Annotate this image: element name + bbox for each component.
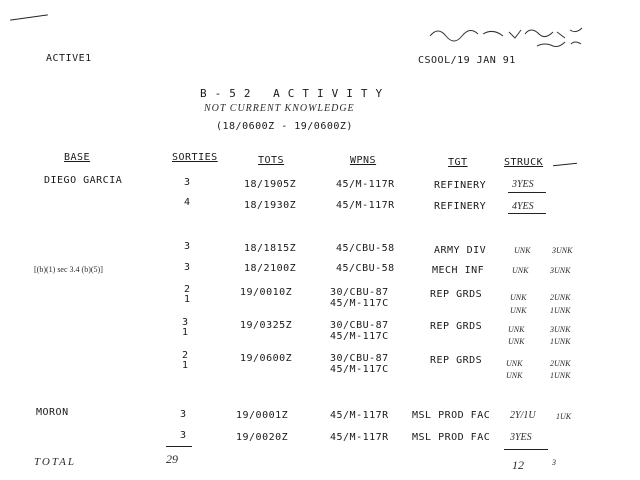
cell-tgt: REP GRDS xyxy=(430,289,483,300)
cell-sorties: 2 1 xyxy=(182,350,189,371)
cell-wpns: 45/M-117R xyxy=(336,200,395,211)
cell-wpns: 30/CBU-87 45/M-117C xyxy=(330,320,389,342)
cell-struck: UNK UNK xyxy=(508,325,525,346)
cell-base: DIEGO GARCIA xyxy=(44,175,123,186)
cell-sorties: 3 1 xyxy=(182,317,189,338)
column-header-wpns: WPNS xyxy=(350,155,377,166)
struck-underline xyxy=(508,192,546,193)
cell-wpns: 30/CBU-87 45/M-117C xyxy=(330,353,389,375)
column-header-sorties: SORTIES xyxy=(172,152,218,163)
cell-tots: 18/1930Z xyxy=(244,200,297,211)
cell-sorties: 3 xyxy=(180,430,187,441)
column-header-tots: TOTS xyxy=(258,155,285,166)
cell-tots: 19/0325Z xyxy=(240,320,293,331)
cell-extra: 2UNK 1UNK xyxy=(550,293,571,315)
page-title: B-52 ACTIVITY xyxy=(200,87,391,100)
handwritten-annotation-icon xyxy=(425,22,595,52)
cell-wpns: 45/CBU-58 xyxy=(336,243,395,254)
stray-mark xyxy=(10,14,48,20)
cell-wpns: 45/CBU-58 xyxy=(336,263,395,274)
cell-tgt: REP GRDS xyxy=(430,355,483,366)
header-scribble xyxy=(553,163,577,167)
total-extra: 3 xyxy=(552,458,556,467)
handwritten-subtitle: NOT CURRENT KNOWLEDGE xyxy=(204,103,355,114)
cell-tots: 19/0600Z xyxy=(240,353,293,364)
cell-tgt: MSL PROD FAC xyxy=(412,432,491,443)
column-header-struck: STRUCK xyxy=(504,157,544,168)
cell-tots: 19/0020Z xyxy=(236,432,289,443)
cell-wpns: 45/M-117R xyxy=(330,410,389,421)
total-struck: 12 xyxy=(512,458,524,472)
cell-wpns: 30/CBU-87 45/M-117C xyxy=(330,287,389,309)
redaction-note: [(b)(1) sec 3.4 (b)(5)] xyxy=(34,265,103,274)
total-rule-struck xyxy=(504,449,548,450)
cell-tgt: REFINERY xyxy=(434,180,487,191)
cell-tgt: MSL PROD FAC xyxy=(412,410,491,421)
cell-sorties: 3 xyxy=(184,177,191,188)
cell-sorties: 3 xyxy=(184,241,191,252)
cell-sorties: 3 xyxy=(184,262,191,273)
cell-tots: 19/0010Z xyxy=(240,287,293,298)
cell-tots: 19/0001Z xyxy=(236,410,289,421)
total-label: TOTAL xyxy=(34,456,77,468)
cell-sorties: 2 1 xyxy=(184,284,191,305)
cell-tgt: REFINERY xyxy=(434,201,487,212)
cell-struck: UNK xyxy=(514,246,531,255)
reporting-period: (18/0600Z - 19/0600Z) xyxy=(216,121,353,132)
cell-struck: 2Y/1U xyxy=(510,410,536,421)
cell-wpns: 45/M-117R xyxy=(336,179,395,190)
column-header-tgt: TGT xyxy=(448,157,468,168)
cell-extra: 2UNK 1UNK xyxy=(550,359,571,380)
cell-struck: UNK UNK xyxy=(506,359,523,380)
column-header-base: BASE xyxy=(64,152,91,163)
cell-wpns: 45/M-117R xyxy=(330,432,389,443)
cell-tgt: ARMY DIV xyxy=(434,245,487,256)
cell-sorties: 3 xyxy=(180,409,187,420)
struck-underline xyxy=(508,213,546,214)
document-classification: ACTIVE1 xyxy=(46,53,92,64)
cell-tots: 18/1815Z xyxy=(244,243,297,254)
total-rule-sorties xyxy=(166,446,192,447)
cell-struck: UNK UNK xyxy=(510,293,527,315)
cell-extra: 3UNK xyxy=(552,246,573,255)
cell-tgt: MECH INF xyxy=(432,265,485,276)
cell-extra: 3UNK xyxy=(550,266,571,275)
cell-extra: 1UK xyxy=(556,412,572,421)
cell-extra: 3UNK 1UNK xyxy=(550,325,571,346)
cell-struck: 3YES xyxy=(510,432,532,443)
cell-struck: 3YES xyxy=(512,179,534,190)
total-sorties: 29 xyxy=(166,452,178,466)
cell-struck: 4YES xyxy=(512,201,534,212)
cell-struck: UNK xyxy=(512,266,529,275)
document-date: CSOOL/19 JAN 91 xyxy=(418,55,516,66)
cell-sorties: 4 xyxy=(184,197,191,208)
cell-tots: 18/1905Z xyxy=(244,179,297,190)
cell-base: MORON xyxy=(36,407,69,418)
cell-tots: 18/2100Z xyxy=(244,263,297,274)
cell-tgt: REP GRDS xyxy=(430,321,483,332)
